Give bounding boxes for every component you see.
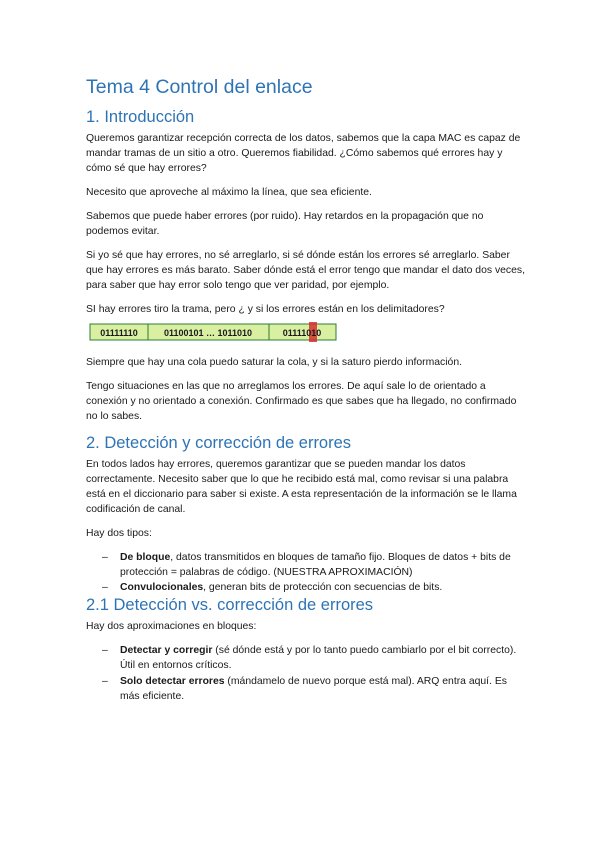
list-item — [86, 580, 526, 595]
dash-bullet: – — [102, 645, 108, 657]
list-item-term: Detectar y corregir — [120, 645, 213, 657]
paragraph: Sabemos que puede haber errores (por ruido). Hay retardos en la propagación que no podemos evitar. — [86, 210, 484, 238]
section-1-heading: 1. Introducción — [86, 108, 195, 126]
paragraph: Tengo situaciones en las que no arreglamos los errores. De aquí sale lo de orientado a conexión y no orientado a conexión. Confirmado es que sabes que ha llegado, no confirmado no lo sabes. — [86, 380, 517, 423]
paragraph: En todos lados hay errores, queremos garantizar que se pueden mandar los datos correctamente. Necesito saber que lo que he recibido está mal, como revisar si una palabra está en el diccionario para saber si existe. A esta representación de la información se le llama codificación de canal. — [86, 458, 517, 516]
frame-flag-end: 01111010 — [282, 328, 322, 339]
list-item — [86, 643, 526, 673]
paragraph: Hay dos aproximaciones en bloques: — [86, 621, 257, 633]
dash-bullet: – — [102, 582, 108, 594]
paragraph: Queremos garantizar recepción correcta de los datos, sabemos que la capa MAC es capaz de mandar tramas de un sitio a otro. Queremos fiabilidad. ¿Cómo sabemos qué errores hay y cómo sé que hay errores? — [86, 133, 521, 175]
document-title: Tema 4 Control del enlace — [86, 76, 313, 98]
section-2-1-heading: 2.1 Detección vs. corrección de errores — [86, 596, 374, 615]
paragraph: SI hay errores tiro la trama, pero ¿ y si los errores están en los delimitadores? — [86, 303, 445, 315]
dash-bullet: – — [102, 675, 108, 687]
frame-figure — [86, 321, 526, 343]
paragraph: Hay dos tipos: — [86, 528, 152, 540]
list-item-term: Solo detectar errores — [120, 675, 225, 687]
list-item-text: , datos transmitidos en bloques de tamaño fijo. Bloques de datos + bits de protección = palabras de código. (NUESTRA APROXIMACIÓN) — [120, 551, 511, 579]
list-item — [86, 674, 526, 704]
frame-flag-start: 01111110 — [100, 328, 138, 339]
dash-bullet: – — [102, 551, 108, 563]
section-2-heading: 2. Detección y corrección de errores — [86, 433, 352, 452]
list-item-term: De bloque — [120, 551, 171, 563]
list-item-term: Convulocionales — [120, 582, 204, 594]
list-item-text: , generan bits de protección con secuencias de bits. — [203, 582, 443, 594]
frame-payload: 01100101 … 1011010 — [163, 328, 253, 339]
list-item — [86, 550, 526, 580]
list-item-text: (sé dónde está y por lo tanto puedo cambiarlo por el bit correcto). Útil en entornos críticos. — [120, 645, 517, 672]
list-item-text: (mándamelo de nuevo porque está mal). ARQ entra aquí. Es más eficiente. — [120, 675, 507, 702]
approaches-list — [86, 643, 526, 704]
paragraph: Necesito que aproveche al máximo la línea, que sea eficiente. — [86, 187, 372, 199]
types-list — [86, 550, 526, 596]
document-body — [86, 76, 526, 704]
paragraph: Si yo sé que hay errores, no sé arreglarlo, si sé dónde están los errores sé arreglarlo. Saber que hay errores es más barato. Saber dónde está el error tengo que mandar el dato dos veces, para saber que hay error solo tengo que ver paridad, por ejemplo. — [86, 249, 525, 292]
paragraph: Siempre que hay una cola puedo saturar la cola, y si la saturo pierdo información. — [86, 357, 463, 369]
frame-diagram — [86, 321, 346, 343]
